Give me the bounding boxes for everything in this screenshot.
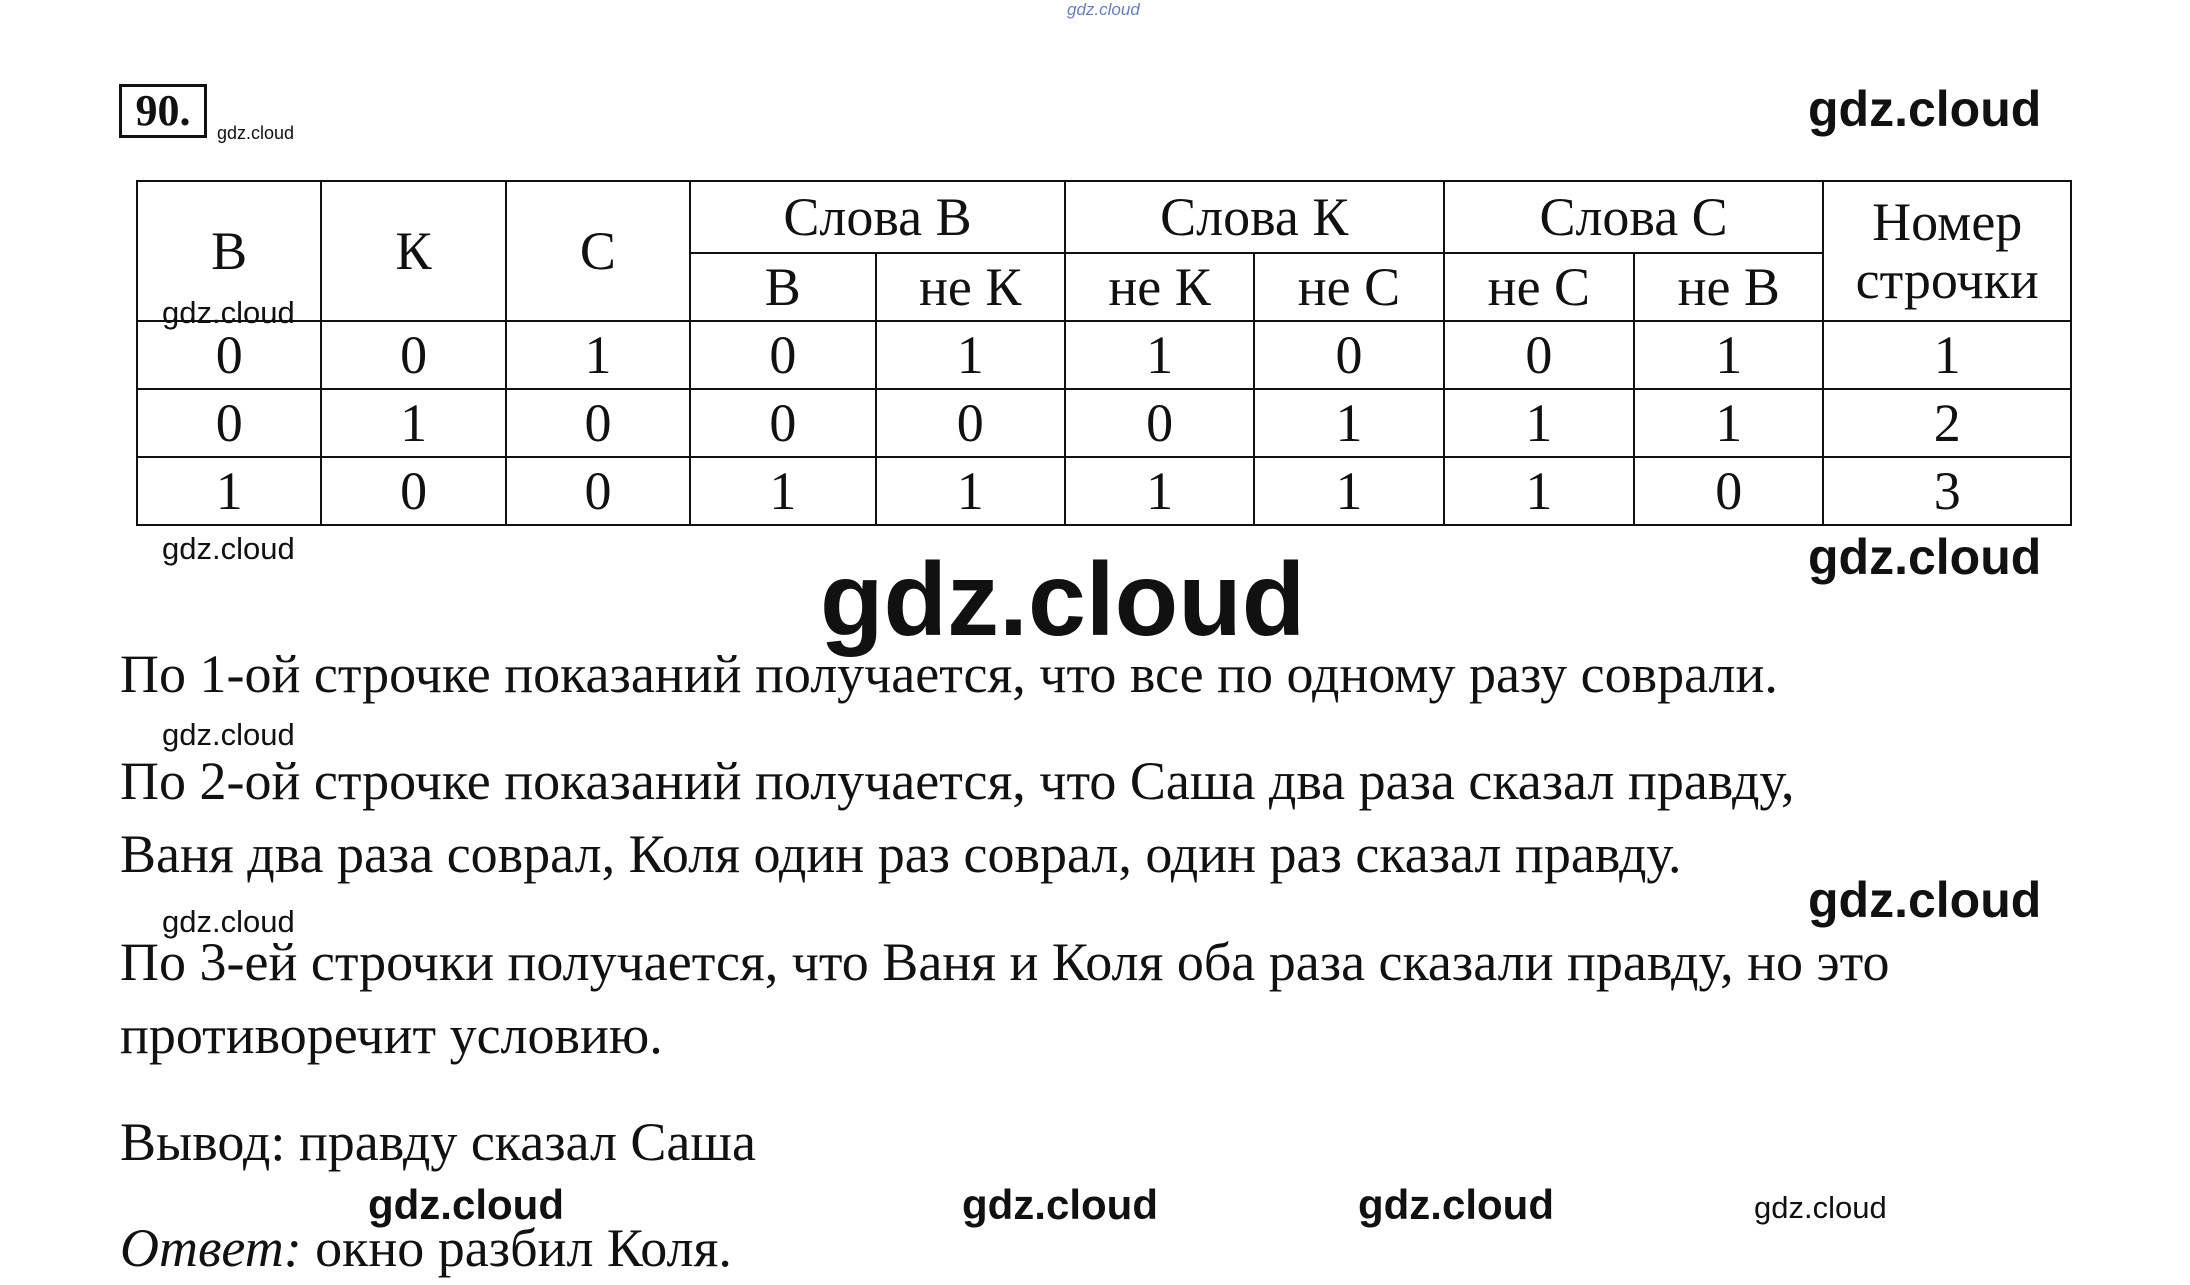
answer — [120, 1211, 732, 1285]
watermark-left-1: gdz.cloud — [162, 717, 295, 752]
subheader-k-1: не К — [1065, 253, 1254, 321]
table-cell: 3 — [1823, 457, 2071, 525]
watermark-right-low: gdz.cloud — [1808, 872, 2042, 928]
solution-line-5: противоречит условию. — [120, 1005, 663, 1065]
header-row-number — [1823, 181, 2071, 321]
answer-label: Ответ: — [120, 1218, 302, 1278]
header-group-k: Слова К — [1065, 181, 1444, 253]
table-cell: 1 — [1634, 321, 1823, 389]
header-group-b: Слова В — [690, 181, 1065, 253]
header-b: В — [137, 181, 321, 321]
truth-table — [136, 180, 2072, 526]
table-cell: 0 — [321, 457, 505, 525]
table-cell: 1 — [1254, 457, 1443, 525]
table-cell: 1 — [876, 457, 1065, 525]
table-cell: 1 — [1065, 321, 1254, 389]
watermark-center-large: gdz.cloud — [820, 542, 1306, 658]
table-cell: 0 — [1444, 321, 1634, 389]
table-header-row — [137, 181, 2071, 253]
subheader-c-1: не С — [1444, 253, 1634, 321]
subheader-c-2: не В — [1634, 253, 1823, 321]
watermark-below-table: gdz.cloud — [162, 531, 295, 566]
solution-line-4: По 3-ей строчки получается, что Ваня и Коля оба раза сказали правду, но это — [120, 932, 1890, 992]
watermark-right-mid: gdz.cloud — [1808, 529, 2042, 585]
watermark-bottom-4: gdz.cloud — [1754, 1190, 1887, 1225]
header-row-number-line1: Номер — [1872, 191, 2023, 252]
solution-line-3: Ваня два раза соврал, Коля один раз соврал, один раз сказал правду. — [120, 824, 1682, 884]
table-cell: 0 — [876, 389, 1065, 457]
watermark-table-left: gdz.cloud — [162, 295, 295, 330]
watermark-small: gdz.cloud — [217, 123, 295, 143]
table-cell: 0 — [137, 389, 321, 457]
table-cell: 0 — [321, 321, 505, 389]
table-row — [137, 457, 2071, 525]
solution-line-2: По 2-ой строчке показаний получается, что Саша два раза сказал правду, — [120, 751, 1795, 811]
watermark-top: gdz.cloud — [1067, 0, 1140, 19]
conclusion: Вывод: правду сказал Саша — [120, 1112, 756, 1172]
table-cell: 1 — [506, 321, 690, 389]
table-cell: 0 — [137, 321, 321, 389]
table-cell: 2 — [1823, 389, 2071, 457]
table-cell: 1 — [137, 457, 321, 525]
table-cell: 1 — [876, 321, 1065, 389]
watermark-bottom-3: gdz.cloud — [1358, 1181, 1554, 1228]
table-cell: 1 — [1634, 389, 1823, 457]
table-row — [137, 321, 2071, 389]
table-cell: 0 — [1065, 389, 1254, 457]
table-row — [137, 389, 2071, 457]
watermark-right-top: gdz.cloud — [1808, 81, 2042, 137]
table-cell: 0 — [1254, 321, 1443, 389]
table-cell: 0 — [506, 457, 690, 525]
header-c: С — [506, 181, 690, 321]
subheader-k-2: не С — [1254, 253, 1443, 321]
table-cell: 1 — [690, 457, 875, 525]
answer-text: окно разбил Коля. — [301, 1218, 732, 1278]
table-cell: 0 — [1634, 457, 1823, 525]
table-cell: 0 — [690, 389, 875, 457]
subheader-b-2: не К — [876, 253, 1065, 321]
watermark-bottom-1: gdz.cloud — [368, 1181, 564, 1228]
table-cell: 1 — [321, 389, 505, 457]
watermark-left-2: gdz.cloud — [162, 904, 295, 939]
table-cell: 1 — [1444, 457, 1634, 525]
table-cell: 1 — [1444, 389, 1634, 457]
watermark-bottom-2: gdz.cloud — [962, 1181, 1158, 1228]
table-cell: 0 — [506, 389, 690, 457]
header-group-c: Слова С — [1444, 181, 1824, 253]
header-k: К — [321, 181, 505, 321]
solution-line-1: По 1-ой строчке показаний получается, что все по одному разу соврали. — [120, 644, 1778, 704]
table-cell: 0 — [690, 321, 875, 389]
table-cell: 1 — [1065, 457, 1254, 525]
header-row-number-line2: строчки — [1855, 250, 2039, 310]
table-cell: 1 — [1823, 321, 2071, 389]
table-cell: 1 — [1254, 389, 1443, 457]
subheader-b-1: В — [690, 253, 875, 321]
task-number: 90. — [119, 84, 207, 138]
